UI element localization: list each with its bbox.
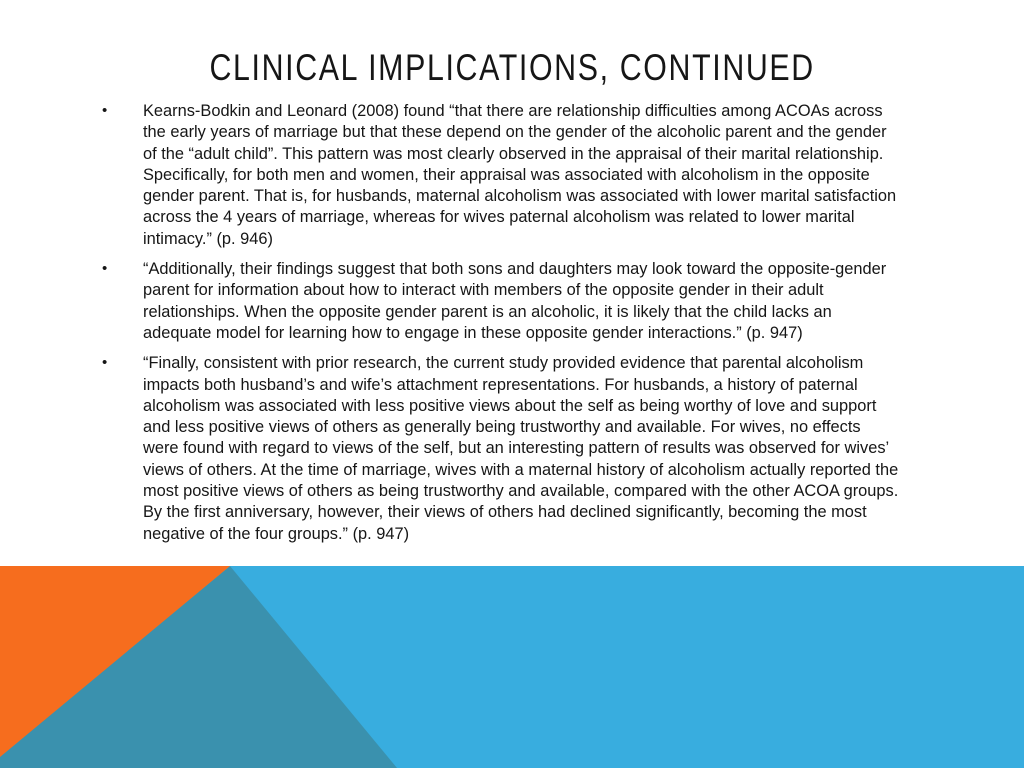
bullet-text: Kearns-Bodkin and Leonard (2008) found “that there are relationship difficulties among ACOAs across the early years of marriage but that these depend on the gender of the alcoholic parent and the gender of the “adult child”. This pattern was most clearly observed in the appraisal of their marital relationship. Specifically, for both men and women, their appraisal was associated with alcoholism in the opposite gender parent. That is, for husbands, maternal alcoholism was associated with lower marital satisfaction across the 4 years of marriage, whereas for wives paternal alcoholism was related to lower marital intimacy.” (p. 946) (143, 102, 897, 248)
bullet-text: “Additionally, their findings suggest that both sons and daughters may look toward the opposite-gender parent for information about how to interact with members of the opposite gender in their adult relationships. When the opposite gender parent is an alcoholic, it is likely that the child lacks an adequate model for learning how to engage in these opposite gender interactions.” (p. 947) (143, 260, 887, 342)
list-item (100, 101, 900, 250)
bullet-icon: • (102, 354, 108, 372)
bullet-text: “Finally, consistent with prior research, the current study provided evidence that parental alcoholism impacts both husband’s and wife’s attachment representations. For husbands, a history of paternal alcoholism was associated with less positive views about the self as being worthy of love and support and less positive views of others as generally being trustworthy and available. For wives, no effects were found with regard to views of the self, but an interesting pattern of results was observed for wives’ views of others. At the time of marriage, wives with a maternal history of alcoholism actually reported the most positive views of others as being trustworthy and available, compared with the other ACOA groups. By the first anniversary, however, their views of others had declined significantly, becoming the most negative of the four groups.” (p. 947) (143, 354, 899, 543)
bullet-icon: • (102, 260, 108, 278)
bullet-list (100, 101, 900, 554)
footer-decoration-svg (0, 566, 1024, 768)
list-item (100, 353, 900, 545)
list-item (100, 259, 900, 344)
bullet-icon: • (102, 102, 108, 119)
page-title (0, 47, 1024, 89)
page-title-text: CLINICAL IMPLICATIONS, CONTINUED (209, 47, 815, 88)
footer-decoration (0, 566, 1024, 768)
